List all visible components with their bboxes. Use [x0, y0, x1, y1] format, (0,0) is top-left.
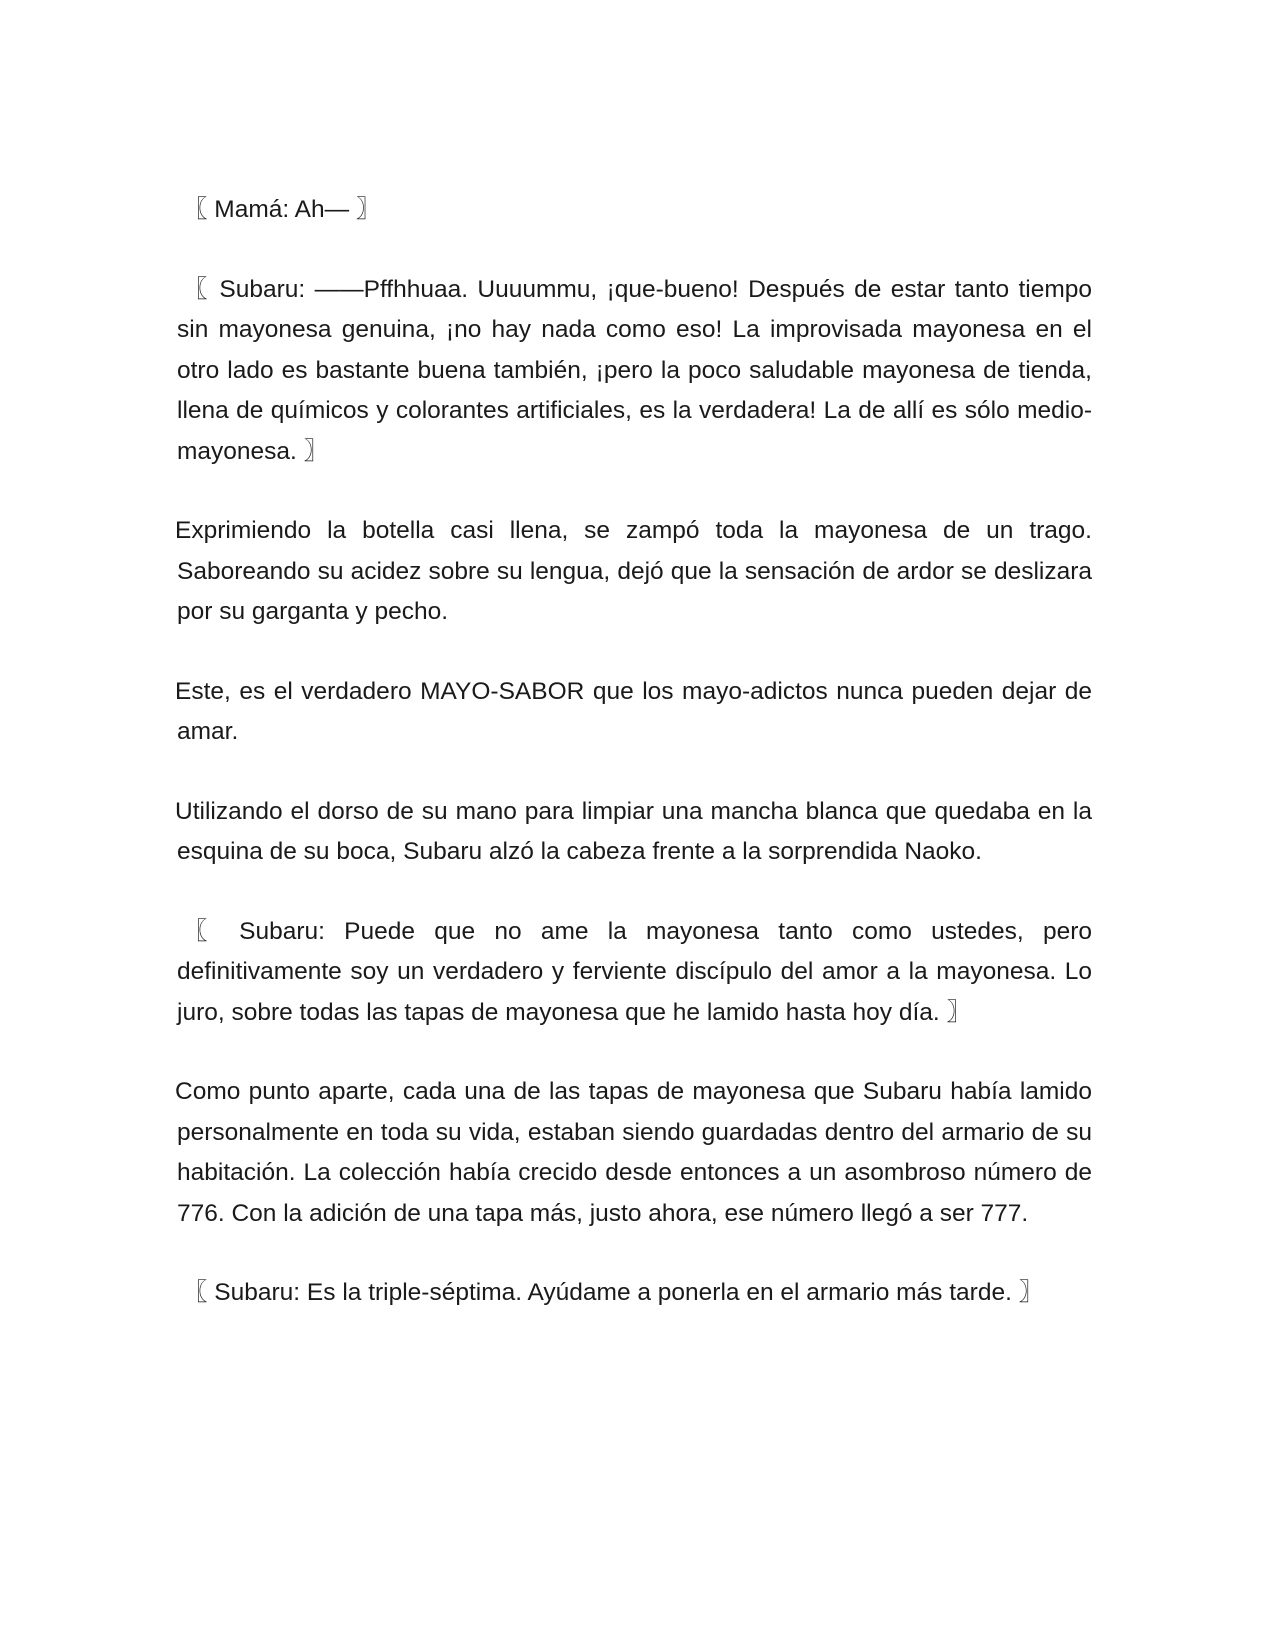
- narration-wiping-mouth: Utilizando el dorso de su mano para limpiar una mancha blanca que quedaba en la esquina de su boca, Subaru alzó la cabeza frente a la sorprendida Naoko.: [175, 797, 1092, 865]
- dialogue-subaru-mayonnaise: 〖 Subaru: ——Pffhhuaa. Uuuummu, ¡que-bueno! Después de estar tanto tiempo sin mayonesa genuina, ¡no hay nada como eso! La improvisada mayonesa en el otro lado es bastante buena también, ¡pero la poco saludable mayonesa de tienda, llena de químicos y colorantes artificiales, es la verdadera! La de allí es sólo medio-mayonesa. 〗: [177, 275, 1092, 465]
- narration-lid-collection: Como punto aparte, cada una de las tapas de mayonesa que Subaru había lamido personalmente en toda su vida, estaban siendo guardadas dentro del armario de su habitación. La colección había crecido desde entonces a un asombroso número de 776. Con la adición de una tapa más, justo ahora, ese número llegó a ser 777.: [175, 1078, 1092, 1227]
- dialogue-subaru-disciple: 〖 Subaru: Puede que no ame la mayonesa tanto como ustedes, pero definitivamente soy un verdadero y ferviente discípulo del amor a la mayonesa. Lo juro, sobre todas las tapas de mayonesa que he lamido hasta hoy día. 〗: [177, 917, 1092, 1026]
- document-body: [177, 190, 1092, 1314]
- dialogue-mama: 〖 Mamá: Ah— 〗: [183, 196, 381, 223]
- narration-mayo-sabor: Este, es el verdadero MAYO-SABOR que los mayo-adictos nunca pueden dejar de amar.: [175, 677, 1092, 745]
- dialogue-subaru-triple-seven: 〖 Subaru: Es la triple-séptima. Ayúdame a ponerla en el armario más tarde. 〗: [183, 1279, 1044, 1306]
- narration-squeezing-bottle: Exprimiendo la botella casi llena, se zampó toda la mayonesa de un trago. Saboreando su acidez sobre su lengua, dejó que la sensación de ardor se deslizara por su garganta y pecho.: [175, 517, 1092, 625]
